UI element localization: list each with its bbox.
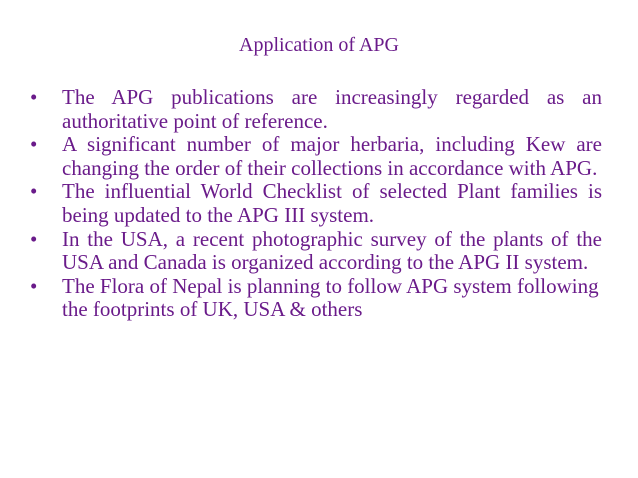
list-item (28, 133, 602, 180)
list-item (28, 86, 602, 133)
bullet-list (28, 86, 602, 322)
slide-title: Application of APG (239, 34, 399, 56)
list-item (28, 275, 602, 322)
bullet-text: A significant number of major herbaria, including Kew are changing the order of their collections in accordance with APG. (62, 132, 602, 180)
bullet-icon: • (30, 132, 38, 157)
bullet-icon: • (30, 179, 38, 204)
bullet-icon: • (30, 273, 38, 298)
bullet-text: In the USA, a recent photographic survey of the plants of the USA and Canada is organized according to the APG II system. (62, 226, 602, 275)
bullet-text: The influential World Checklist of selected Plant families is being updated to the APG III system. (62, 179, 602, 227)
bullet-icon: • (30, 85, 38, 109)
bullet-icon: • (30, 226, 38, 251)
bullet-text: The APG publications are increasingly regarded as an authoritative point of reference. (62, 85, 602, 133)
bullet-text: The Flora of Nepal is planning to follow APG system following the footprints of UK, USA & others (62, 273, 599, 322)
list-item (28, 180, 602, 227)
list-item (28, 228, 602, 275)
